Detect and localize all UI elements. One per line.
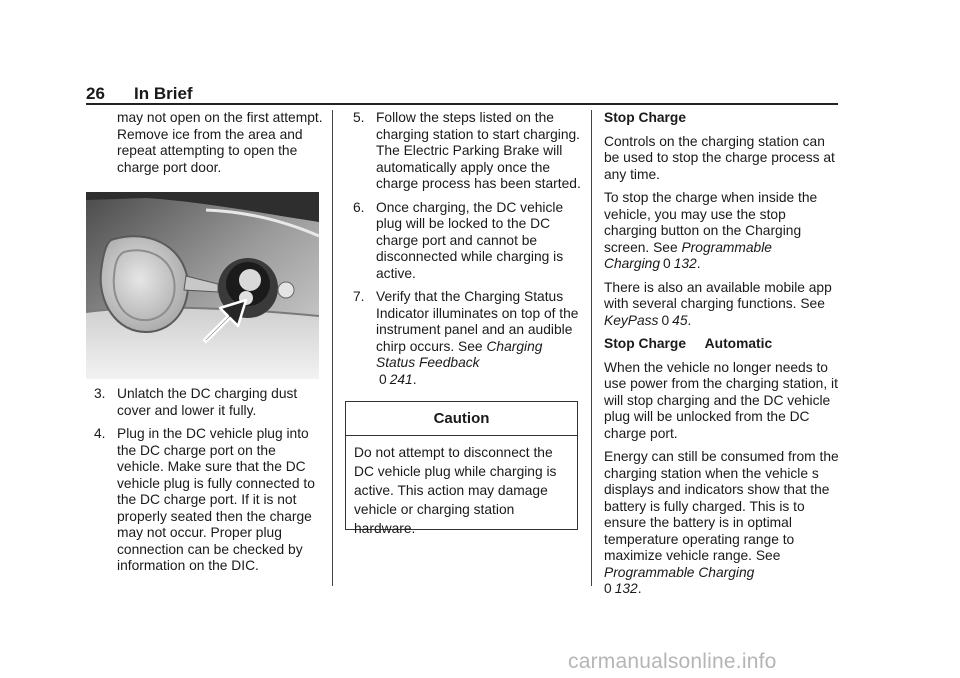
page-ref-arrow-icon: 0 xyxy=(663,256,671,271)
column-1-steps xyxy=(86,386,326,582)
page-ref-number[interactable]: 45 xyxy=(672,312,688,328)
caution-title: Caution xyxy=(346,402,577,436)
column-divider-right xyxy=(591,110,592,586)
page-ref-arrow-icon: 0 xyxy=(661,312,670,328)
step-text: Follow the steps listed on the charging station to start charging. The Electric Parking Brake will automatically apply once the charge process has been started. xyxy=(376,110,581,191)
column-3 xyxy=(604,110,840,605)
caution-box xyxy=(345,401,578,536)
step-5 xyxy=(345,110,581,193)
paragraph-text: To stop the charge when inside the vehicle, you may use the stop charging button on the Charging screen. See xyxy=(604,190,818,255)
page-ref-arrow-icon: 0 xyxy=(604,581,612,596)
step-number: 3. xyxy=(94,386,106,401)
step-text: Once charging, the DC vehicle plug will be locked to the DC charge port and cannot be disconnected while charging is active. xyxy=(376,199,564,281)
mobile-app-paragraph xyxy=(604,280,840,330)
column-2 xyxy=(345,110,581,395)
page-number: 26 xyxy=(86,84,105,103)
column-1 xyxy=(86,110,326,183)
step-number: 4. xyxy=(94,426,106,441)
step-number: 5. xyxy=(353,110,365,125)
cross-reference-link[interactable]: Programmable Charging xyxy=(604,564,755,580)
column-divider-left xyxy=(332,110,333,586)
sentence-end: . xyxy=(696,256,701,271)
step-4 xyxy=(86,426,326,575)
caution-text: Do not attempt to disconnect the DC vehicle plug while charging is active. This action may damage vehicle or charging station hardware. xyxy=(354,445,557,536)
charge-port-photo xyxy=(86,192,319,379)
controls-paragraph: Controls on the charging station can be used to stop the charge process at any time. xyxy=(604,133,835,182)
header-rule xyxy=(86,103,838,105)
no-longer-needs-paragraph: When the vehicle no longer needs to use power from the charging station, it will stop charging and the DC vehicle plug will be unlocked from the DC charge port. xyxy=(604,359,838,441)
sentence-end: . xyxy=(687,312,692,328)
cross-reference-link[interactable]: Charging Status Feedback xyxy=(376,338,543,370)
stop-inside-paragraph xyxy=(604,190,840,273)
page-ref-arrow-icon: 0 xyxy=(379,371,387,387)
step-text: Unlatch the DC charging dust cover and lower it fully. xyxy=(117,386,298,418)
step-text: Plug in the DC vehicle plug into the DC charge port on the vehicle. Make sure that the DC vehicle plug is fully connected to the DC charge port. If it is not properly seated then the charge may not occur. Proper plug connection can be checked by information on the DIC. xyxy=(117,426,315,573)
paragraph-text: There is also an available mobile app with several charging functions. See xyxy=(604,279,832,311)
page-ref-number[interactable]: 132 xyxy=(673,256,697,271)
paragraph-text: Energy can still be consumed from the charging station when the vehicle s displays and indicators show that the battery is fully charged. This is to ensure the battery is in optimal temperature operating range to maximize vehicle range. See xyxy=(604,449,839,563)
page-ref-number[interactable]: 132 xyxy=(614,581,638,596)
cross-reference-link[interactable]: Programmable Charging xyxy=(604,239,772,271)
page-header xyxy=(86,84,838,104)
step-3 xyxy=(86,386,326,419)
sentence-end: . xyxy=(637,581,642,596)
step-number: 7. xyxy=(353,289,365,304)
stop-charge-automatic-heading: Stop Charge Automatic xyxy=(604,336,773,351)
watermark: carmanualsonline.info xyxy=(568,650,777,673)
sentence-end: . xyxy=(412,371,417,387)
energy-consumed-paragraph xyxy=(604,449,840,598)
step-text: Verify that the Charging Status Indicator illuminates on top of the instrument panel and an audible chirp occurs. See xyxy=(376,289,579,354)
step-6 xyxy=(345,200,581,283)
section-title: In Brief xyxy=(134,84,193,103)
intro-paragraph: may not open on the first attempt. Remove ice from the area and repeat attempting to open the charge port door. xyxy=(117,110,323,175)
step-7 xyxy=(345,289,581,388)
page-ref-number[interactable]: 241 xyxy=(389,371,413,387)
cross-reference-link[interactable]: KeyPass xyxy=(604,312,659,328)
step-number: 6. xyxy=(353,199,365,215)
stop-charge-heading: Stop Charge xyxy=(604,110,687,125)
